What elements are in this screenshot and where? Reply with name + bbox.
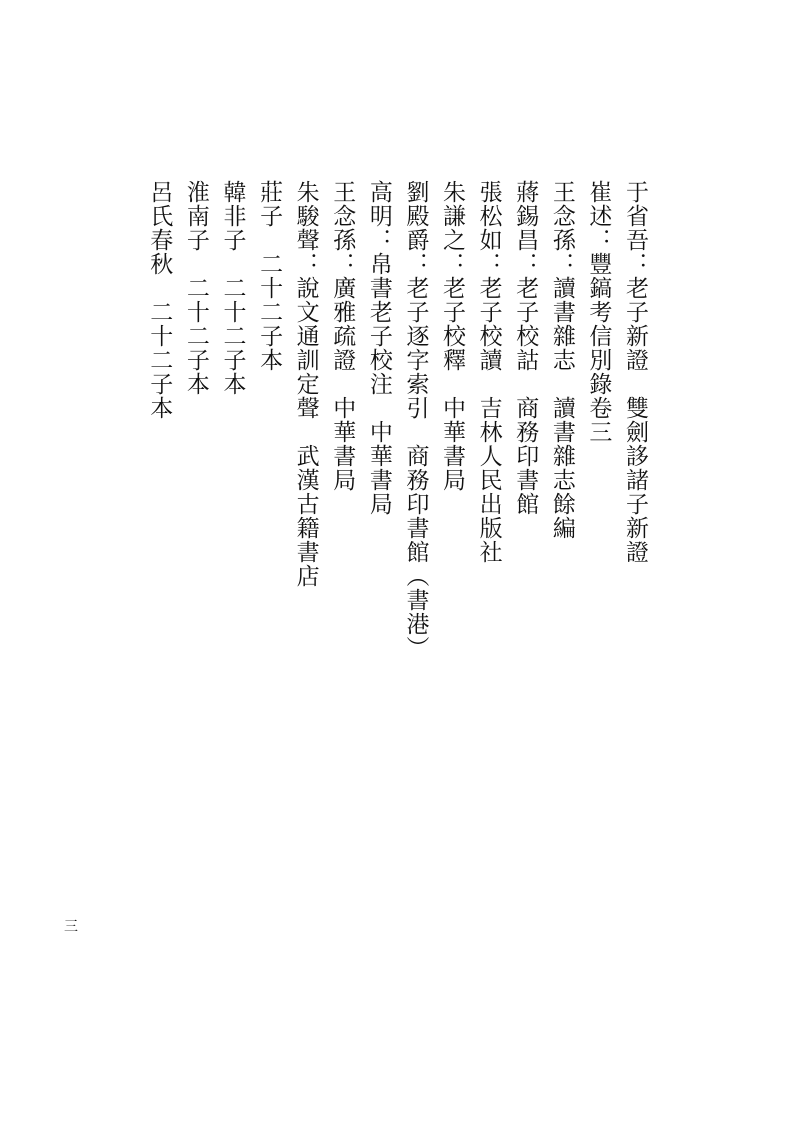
- bibliography-entry: 蔣錫昌：老子校詁 商務印書館: [512, 180, 539, 516]
- bibliography-entry: 崔述：豐鎬考信別錄卷三: [585, 180, 612, 444]
- bibliography-entry: 朱駿聲：說文通訓定聲 武漢古籍書店: [292, 180, 319, 588]
- bibliography-entry: 朱謙之：老子校釋 中華書局: [439, 180, 466, 492]
- bibliography-entry: 呂氏春秋 二十二子本: [146, 180, 173, 420]
- page-number: 三: [64, 919, 78, 935]
- bibliography-entry: 于省吾：老子新證 雙劍誃諸子新證: [622, 180, 648, 564]
- bibliography-entry: 劉殿爵：老子逐字索引 商務印書館（書港）: [402, 180, 429, 660]
- bibliography-entry: 王念孫：廣雅疏證 中華書局: [329, 180, 356, 492]
- bibliography-entry: 淮南子 二十二子本: [182, 180, 209, 396]
- bibliography-entry: 王念孫：讀書雜志 讀書雜志餘編: [548, 180, 575, 540]
- bibliography-entry: 高明：帛書老子校注 中華書局: [365, 180, 392, 516]
- bibliography-list: [113, 180, 653, 660]
- bibliography-entry: 莊子 二十二子本: [256, 180, 283, 372]
- bibliography-entry: 韓非子 二十二子本: [219, 180, 246, 396]
- bibliography-entry: 張松如：老子校讀 吉林人民出版社: [475, 180, 502, 564]
